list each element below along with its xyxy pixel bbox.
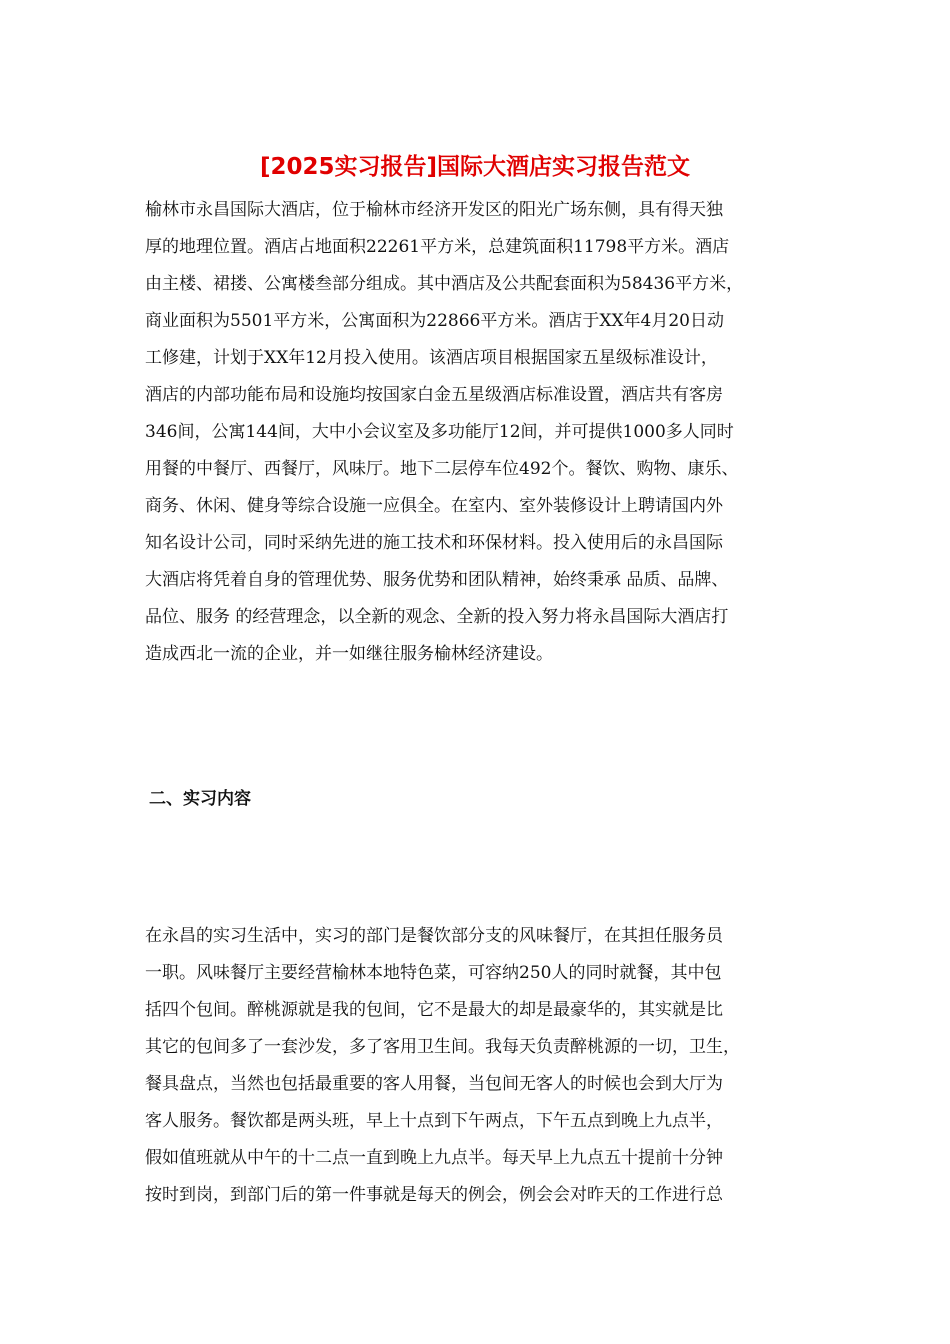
intro-line: 造成西北一流的企业，并一如继往服务榆林经济建设。 xyxy=(145,644,553,664)
intro-line: 品位、服务 的经营理念，以全新的观念、全新的投入努力将永昌国际大酒店打 xyxy=(145,607,729,627)
intro-line: 大酒店将凭着自身的管理优势、服务优势和团队精神，始终秉承 品质、品牌、 xyxy=(145,570,729,590)
intro-line: 由主楼、裙搂、公寓楼叁部分组成。其中酒店及公共配套面积为58436平方米， xyxy=(145,274,744,294)
intro-line: 工修建，计划于XX年12月投入使用。该酒店项目根据国家五星级标准设计， xyxy=(145,348,718,368)
content-line: 括四个包间。醉桃源就是我的包间，它不是最大的却是最豪华的，其实就是比 xyxy=(145,1000,723,1020)
content-line: 餐具盘点，当然也包括最重要的客人用餐，当包间无客人的时候也会到大厅为 xyxy=(145,1074,723,1094)
intro-line: 商务、休闲、健身等综合设施一应俱全。在室内、室外装修设计上聘请国内外 xyxy=(145,496,723,516)
content-line: 一职。风味餐厅主要经营榆林本地特色菜，可容纳250人的同时就餐，其中包 xyxy=(145,963,722,983)
intro-line: 厚的地理位置。酒店占地面积22261平方米，总建筑面积11798平方米。酒店 xyxy=(145,237,730,257)
content-line: 假如值班就从中午的十二点一直到晚上九点半。每天早上九点五十提前十分钟 xyxy=(145,1148,723,1168)
intro-line: 榆林市永昌国际大酒店，位于榆林市经济开发区的阳光广场东侧，具有得天独 xyxy=(145,200,723,220)
content-line: 按时到岗，到部门后的第一件事就是每天的例会，例会会对昨天的工作进行总 xyxy=(145,1185,723,1205)
intro-line: 酒店的内部功能布局和设施均按国家白金五星级酒店标准设置，酒店共有客房 xyxy=(145,385,723,405)
intro-line: 知名设计公司，同时采纳先进的施工技术和环保材料。投入使用后的永昌国际 xyxy=(145,533,723,553)
intro-line: 346间，公寓144间，大中小会议室及多功能厅12间，并可提供1000多人同时 xyxy=(145,422,734,442)
content-line: 其它的包间多了一套沙发，多了客用卫生间。我每天负责醉桃源的一切，卫生， xyxy=(145,1037,740,1057)
intro-line: 用餐的中餐厅、西餐厅，风味厅。地下二层停车位492个。餐饮、购物、康乐、 xyxy=(145,459,739,479)
intro-line: 商业面积为5501平方米，公寓面积为22866平方米。酒店于XX年4月20日动 xyxy=(145,311,724,331)
document-title: [2025实习报告]国际大酒店实习报告范文 xyxy=(259,154,691,180)
content-line: 在永昌的实习生活中，实习的部门是餐饮部分支的风味餐厅，在其担任服务员 xyxy=(145,926,723,946)
section-heading: 二、实习内容 xyxy=(149,789,251,809)
content-line: 客人服务。餐饮都是两头班，早上十点到下午两点，下午五点到晚上九点半， xyxy=(145,1111,723,1131)
